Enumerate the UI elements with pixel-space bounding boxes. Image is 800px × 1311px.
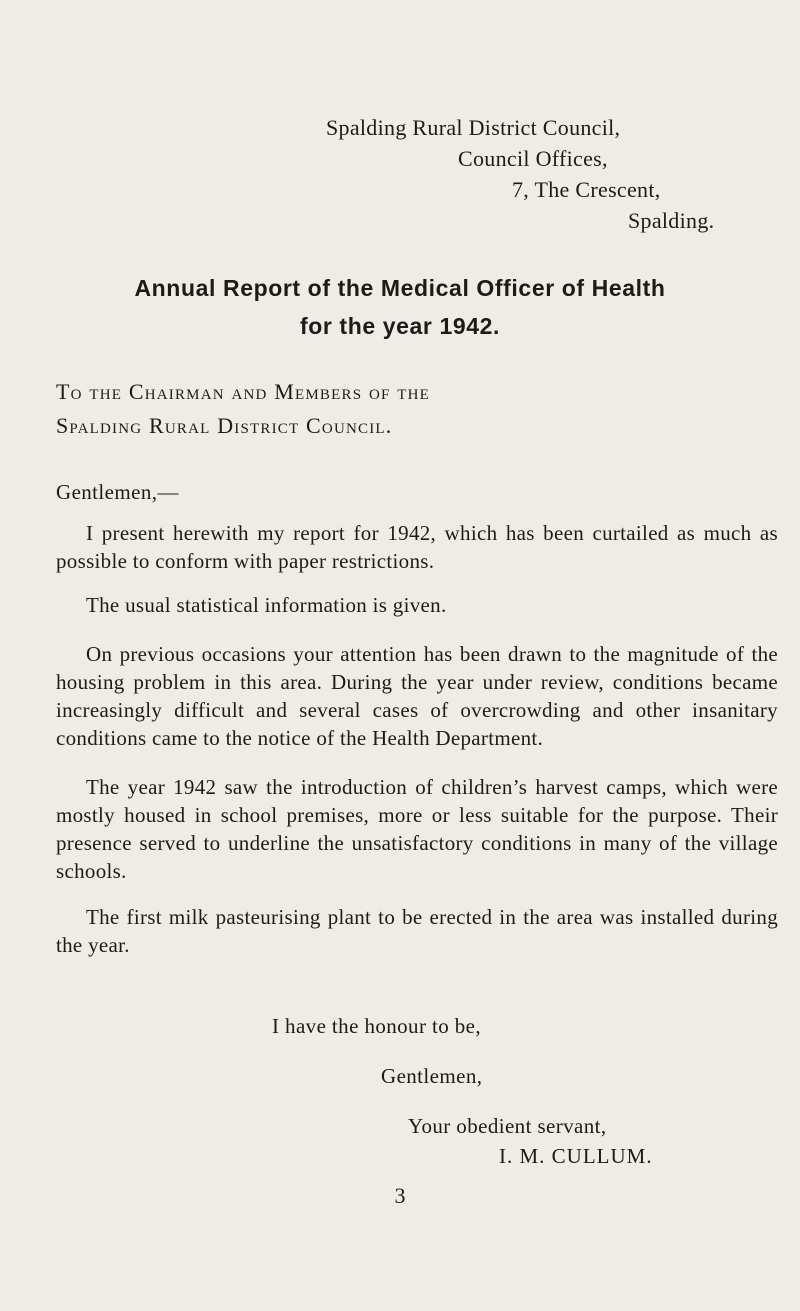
paragraph-2: The usual statistical information is given. xyxy=(86,593,447,617)
closing-line-3: Your obedient servant, xyxy=(408,1114,607,1138)
closing-line-1: I have the honour to be, xyxy=(272,1014,482,1038)
paragraph-3: On previous occasions your attention has been drawn to the magnitude of the housing problem in this area. During the year under review, conditions became increasingly difficult and several cases of overcrowding and other insanitary conditions came to the notice of the Health Department. xyxy=(56,642,778,750)
recipient-line-2: Spalding Rural District Council. xyxy=(56,413,393,438)
report-title-line-2: for the year 1942. xyxy=(299,313,500,339)
closing-line-2: Gentlemen, xyxy=(381,1064,483,1088)
paragraph-1: I present herewith my report for 1942, which has been curtailed as much as possible to conform with paper restrictions. xyxy=(56,521,778,573)
page-number: 3 xyxy=(394,1183,406,1208)
address-line-1: Spalding Rural District Council, xyxy=(326,115,621,140)
recipient-line-1: To the Chairman and Members of the xyxy=(56,379,430,404)
paragraph-4: The year 1942 saw the introduction of children’s harvest camps, which were mostly housed in school premises, more or less suitable for the purpose. Their presence served to underline the unsatisfactory conditions in many of the village schools. xyxy=(56,775,778,883)
address-line-3: 7, The Crescent, xyxy=(512,177,661,202)
report-title-line-1: Annual Report of the Medical Officer of Health xyxy=(134,275,666,301)
paragraph-5: The first milk pasteurising plant to be erected in the area was installed during the year. xyxy=(56,905,778,957)
address-line-2: Council Offices, xyxy=(458,146,608,171)
salutation: Gentlemen,— xyxy=(56,480,179,504)
address-line-4: Spalding. xyxy=(628,208,715,233)
signature: I. M. CULLUM. xyxy=(499,1144,653,1168)
